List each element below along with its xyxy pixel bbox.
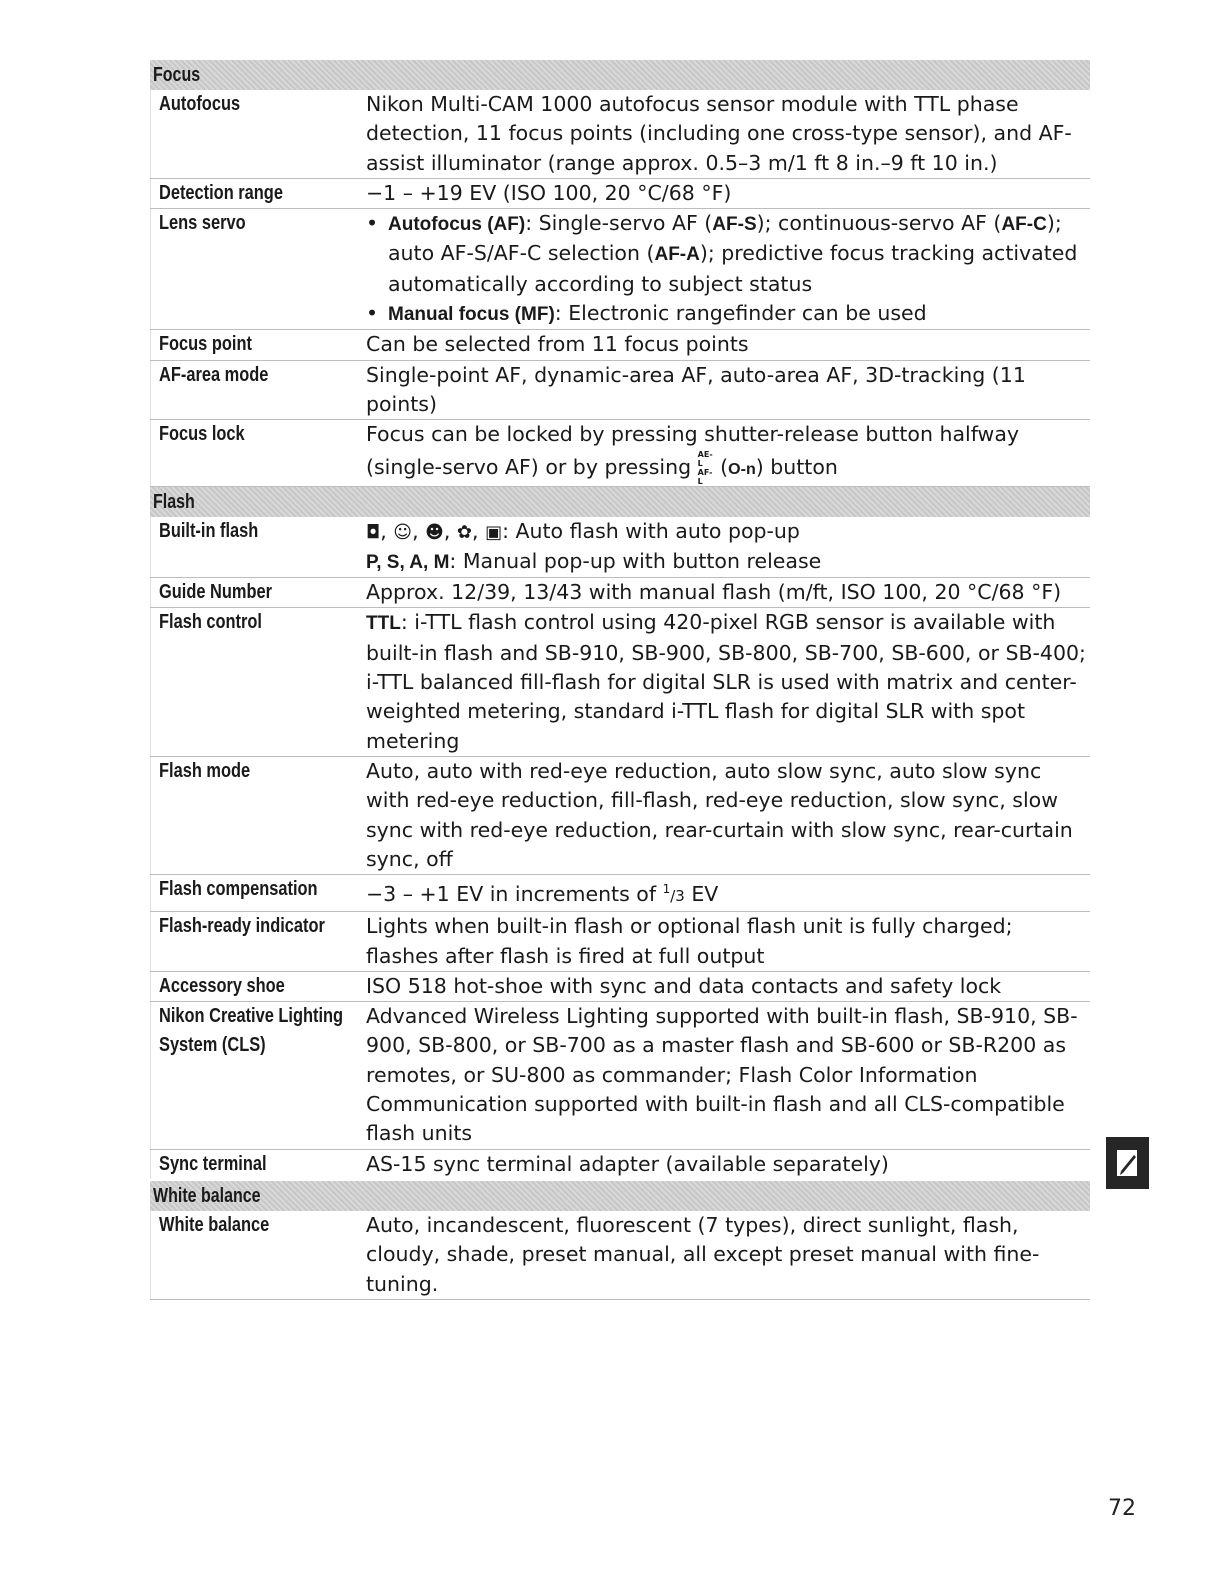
portrait-icon: ☺ [393,521,413,543]
row-label: Focus lock [159,423,245,446]
row-label: Flash control [159,611,262,634]
ae-l-af-l-icon: AE-L AF-L [697,449,713,486]
row-label: White balance [159,1213,270,1236]
child-icon: ☻ [425,521,444,543]
section-header-flash: Flash [150,487,1090,517]
spec-row-autofocus [150,90,1090,178]
spec-table [150,60,1090,1308]
row-value: Can be selected from 11 focus points [366,332,749,357]
close-up-icon: ✿ [456,521,473,543]
row-label: Flash-ready indicator [159,915,325,938]
spec-row-detection-range [150,178,1090,208]
row-value: Focus can be locked by pressing shutter-release button halfway (single-servo AF) or by pressing AE-L AF-L (O-n) button [366,422,1020,486]
row-label: Guide Number [159,581,272,604]
bullet-item: • Autofocus (AF): Single-servo AF (AF-S); continuous-servo AF (AF-C); auto AF-S/AF-C selection (AF-A); predictive focus tracking activated automatically according to subject status [366,209,1090,299]
row-value: −1 – +19 EV (ISO 100, 20 °C/68 °F) [366,180,732,205]
row-value: ISO 518 hot-shoe with sync and data contacts and safety lock [366,973,1002,998]
row-value: Auto, auto with red-eye reduction, auto slow sync, auto slow sync with red-eye reduction, fill-flash, red-eye reduction, slow sync, slow sync with red-eye reduction, rear-curtain with slow sync, rear-curtain sync, off [366,758,1073,871]
row-label: Accessory shoe [159,974,285,997]
bullet-icon: • [366,211,379,236]
spec-row-flash-control [150,607,1090,755]
row-label: Autofocus [159,93,241,115]
auto-mode-icon: ◘ [366,521,381,543]
row-label: Built-in flash [159,519,259,542]
row-value: ◘, ☺, ☻, ✿, ▣: Auto flash with auto pop-up P, S, A, M: Manual pop-up with button release [366,518,822,573]
spec-row-flash-ready-indicator [150,911,1090,971]
row-label: Sync terminal [159,1152,267,1175]
row-label: Flash mode [159,759,251,782]
bullet-item: • Manual focus (MF): Electronic rangefinder can be used [366,299,1090,329]
row-label: Flash compensation [159,878,318,901]
row-value: AS-15 sync terminal adapter (available separately) [366,1151,889,1176]
spec-row-cls [150,1001,1090,1148]
spec-row-white-balance [150,1211,1090,1299]
spec-row-sync-terminal [150,1149,1090,1179]
spec-row-af-area-mode [150,360,1090,420]
night-portrait-icon: ▣ [485,521,503,543]
row-value: Advanced Wireless Lighting supported with built-in flash, SB-910, SB-900, SB-800, or SB-700 as a master flash and SB-600 or SB-R200 as remotes, or SU-800 as commander; Flash Color Information Communication supported with built-in flash and all CLS-compatible flash units [366,1004,1078,1146]
row-value: Auto, incandescent, fluorescent (7 types), direct sunlight, flash, cloudy, shade, preset manual, all except preset manual with fine-tuning. [366,1212,1040,1296]
row-value [355,209,1090,329]
spec-row-lens-servo [150,208,1090,329]
row-label: System (CLS) [159,1034,266,1057]
spec-row-flash-compensation [150,874,1090,911]
page-number: 72 [1108,1496,1136,1521]
row-value: Approx. 12/39, 13/43 with manual flash (m/ft, ISO 100, 20 °C/68 °F) [366,580,1062,605]
row-label: AF-area mode [159,363,269,386]
row-label: Lens servo [159,212,246,235]
row-label: Focus point [159,333,252,356]
row-value: −3 – +1 EV in increments of $^1$/3 EV [366,881,719,906]
key-icon: O-n [728,460,756,478]
section-header-white-balance: White balance [150,1181,1090,1211]
spec-row-guide-number [150,577,1090,607]
spec-row-focus-lock [150,419,1090,485]
spec-row-built-in-flash [150,517,1090,578]
row-value: Single-point AF, dynamic-area AF, auto-area AF, 3D-tracking (11 points) [366,362,1026,416]
section-tab [1106,1137,1149,1189]
row-label: Nikon Creative Lighting [159,1005,344,1028]
section-header-focus: Focus [150,60,1090,90]
spec-row-accessory-shoe [150,971,1090,1001]
notes-tab-icon [1115,1147,1141,1179]
spec-row-flash-mode [150,756,1090,874]
spec-row-focus-point [150,329,1090,359]
row-value: Nikon Multi-CAM 1000 autofocus sensor module with TTL phase detection, 11 focus points (including one cross-type sensor), and AF-assist illuminator (range approx. 0.5–3 m/1 ft 8 in.–9 ft 10 in.) [366,92,1072,175]
row-value: TTL: i-TTL flash control using 420-pixel RGB sensor is available with built-in flash and SB-910, SB-900, SB-800, SB-700, SB-600, or SB-400; i-TTL balanced fill-flash for digital SLR is used with matrix and center-weighted metering, standard i-TTL flash for digital SLR with spot metering [366,610,1086,753]
divider [150,1299,1090,1308]
row-value: Lights when built-in flash or optional flash unit is fully charged; flashes after flash is fired at full output [366,914,1013,968]
row-label: Detection range [159,181,283,204]
bullet-icon: • [366,301,379,326]
